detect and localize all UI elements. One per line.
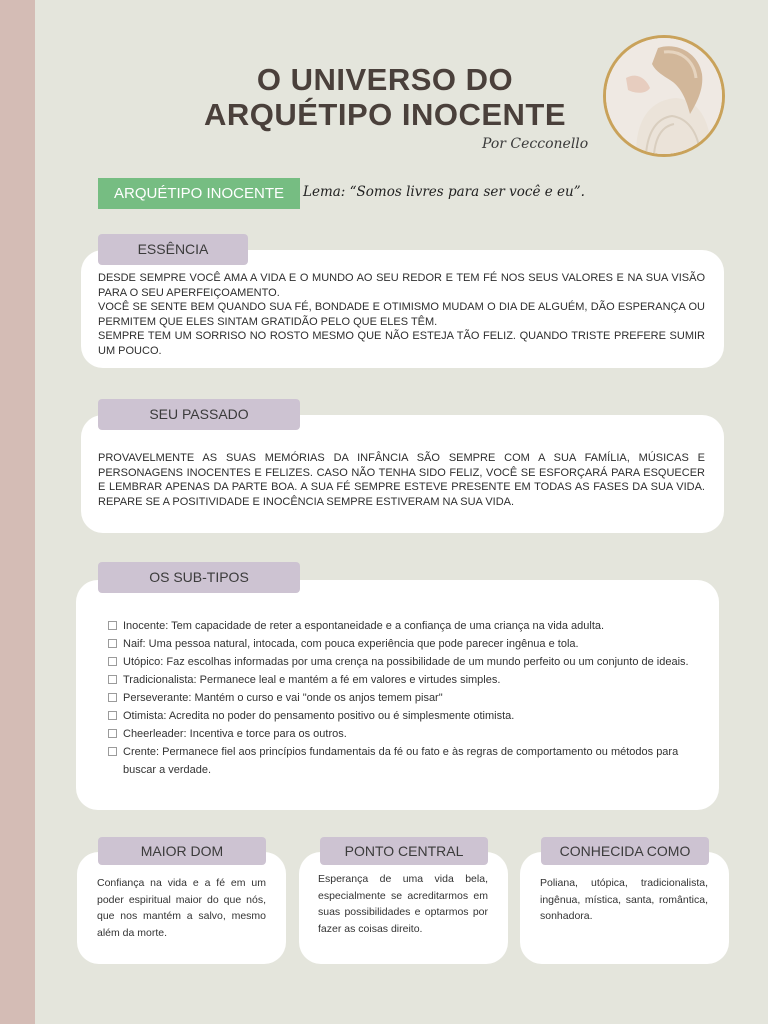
subtype-text: Cheerleader: Incentiva e torce para os outros.	[123, 728, 347, 740]
subtype-text: Utópico: Faz escolhas informadas por uma crença na possibilidade de um mundo perfeito ou um conjunto de ideais.	[123, 656, 689, 668]
motto-text: Lema: “Somos livres para ser você e eu”.	[303, 184, 585, 200]
subtype-item	[108, 689, 708, 707]
subtipos-heading: OS SUB-TIPOS	[98, 562, 300, 593]
left-accent-bar	[0, 0, 35, 1024]
archetype-tag: ARQUÉTIPO INOCENTE	[98, 178, 300, 209]
conhecida-como-heading: CONHECIDA COMO	[541, 837, 709, 865]
essencia-heading: ESSÊNCIA	[98, 234, 248, 265]
maior-dom-heading: MAIOR DOM	[98, 837, 266, 865]
subtype-text: Tradicionalista: Permanece leal e mantém a fé em valores e virtudes simples.	[123, 674, 501, 686]
passado-heading: SEU PASSADO	[98, 399, 300, 430]
checkbox-icon	[108, 675, 117, 684]
ponto-central-heading: PONTO CENTRAL	[320, 837, 488, 865]
checkbox-icon	[108, 711, 117, 720]
page-title	[170, 62, 600, 132]
conhecida-como-text: Poliana, utópica, tradicionalista, ingênua, mística, santa, romântica, sonhadora.	[540, 877, 708, 922]
checkbox-icon	[108, 747, 117, 756]
passado-text: PROVAVELMENTE AS SUAS MEMÓRIAS DA INFÂNCIA SÃO SEMPRE COM A SUA FAMÍLIA, MÚSICAS E PERSONAGENS INOCENTES E FELIZES. CASO NÃO TENHA SIDO FELIZ, VOCÊ SE ESFORÇARÁ PARA ESQUECER E LEMBRAR APENAS DA PARTE BOA. A SUA FÉ SEMPRE ESTEVE PRESENTE EM TODAS AS FASES DA SUA VIDA. REPARE SE A POSITIVIDADE E INOCÊNCIA SEMPRE ESTIVERAM NA SUA VIDA.	[98, 452, 705, 508]
author-byline: Por Cecconello	[482, 136, 589, 152]
subtype-item	[108, 635, 708, 653]
subtype-item	[108, 653, 708, 671]
portrait-photo	[603, 35, 725, 157]
ponto-central-text: Esperança de uma vida bela, especialmente se acreditarmos em suas possibilidades e optarmos por fazer as coisas direito.	[318, 873, 488, 935]
subtype-text: Inocente: Tem capacidade de reter a espontaneidade e a confiança de uma criança na vida adulta.	[123, 620, 605, 632]
portrait-illustration	[606, 38, 722, 154]
subtype-item	[108, 671, 708, 689]
subtype-text: Otimista: Acredita no poder do pensamento positivo ou é simplesmente otimista.	[123, 710, 515, 722]
essencia-text	[98, 271, 705, 358]
title-line-2: ARQUÉTIPO INOCENTE	[203, 97, 567, 132]
essencia-paragraph-1: DESDE SEMPRE VOCÊ AMA A VIDA E O MUNDO AO SEU REDOR E TEM FÉ NOS SEUS VALORES E NA SUA VISÃO PARA O SEU APERFEIÇOAMENTO.	[98, 272, 705, 299]
subtype-item	[108, 707, 708, 725]
checkbox-icon	[108, 693, 117, 702]
subtype-item	[108, 725, 708, 743]
checkbox-icon	[108, 621, 117, 630]
subtypes-list	[108, 617, 708, 779]
checkbox-icon	[108, 639, 117, 648]
essencia-paragraph-3: SEMPRE TEM UM SORRISO NO ROSTO MESMO QUE NÃO ESTEJA TÃO FELIZ. QUANDO TRISTE PREFERE SUMIR UM POUCO.	[98, 330, 705, 357]
maior-dom-text: Confiança na vida e a fé em um poder espiritual maior do que nós, que nos mantém a salvo, mesmo além da morte.	[97, 877, 266, 939]
subtype-text: Crente: Permanece fiel aos princípios fundamentais da fé ou fato e às regras de comportamento ou métodos para buscar a verdade.	[123, 746, 679, 776]
checkbox-icon	[108, 657, 117, 666]
subtype-text: Perseverante: Mantém o curso e vai "onde os anjos temem pisar"	[123, 692, 443, 704]
title-line-1: O UNIVERSO DO	[256, 62, 514, 97]
essencia-paragraph-2: VOCÊ SE SENTE BEM QUANDO SUA FÉ, BONDADE E OTIMISMO MUDAM O DIA DE ALGUÉM, DÃO ESPERANÇA OU PERMITEM QUE ELES SINTAM GRATIDÃO PELO QUE ELES TÊM.	[98, 301, 705, 328]
subtype-item	[108, 617, 708, 635]
subtype-text: Naif: Uma pessoa natural, intocada, com pouca experiência que pode parecer ingênua e tola.	[123, 638, 579, 650]
checkbox-icon	[108, 729, 117, 738]
subtype-item	[108, 743, 708, 779]
